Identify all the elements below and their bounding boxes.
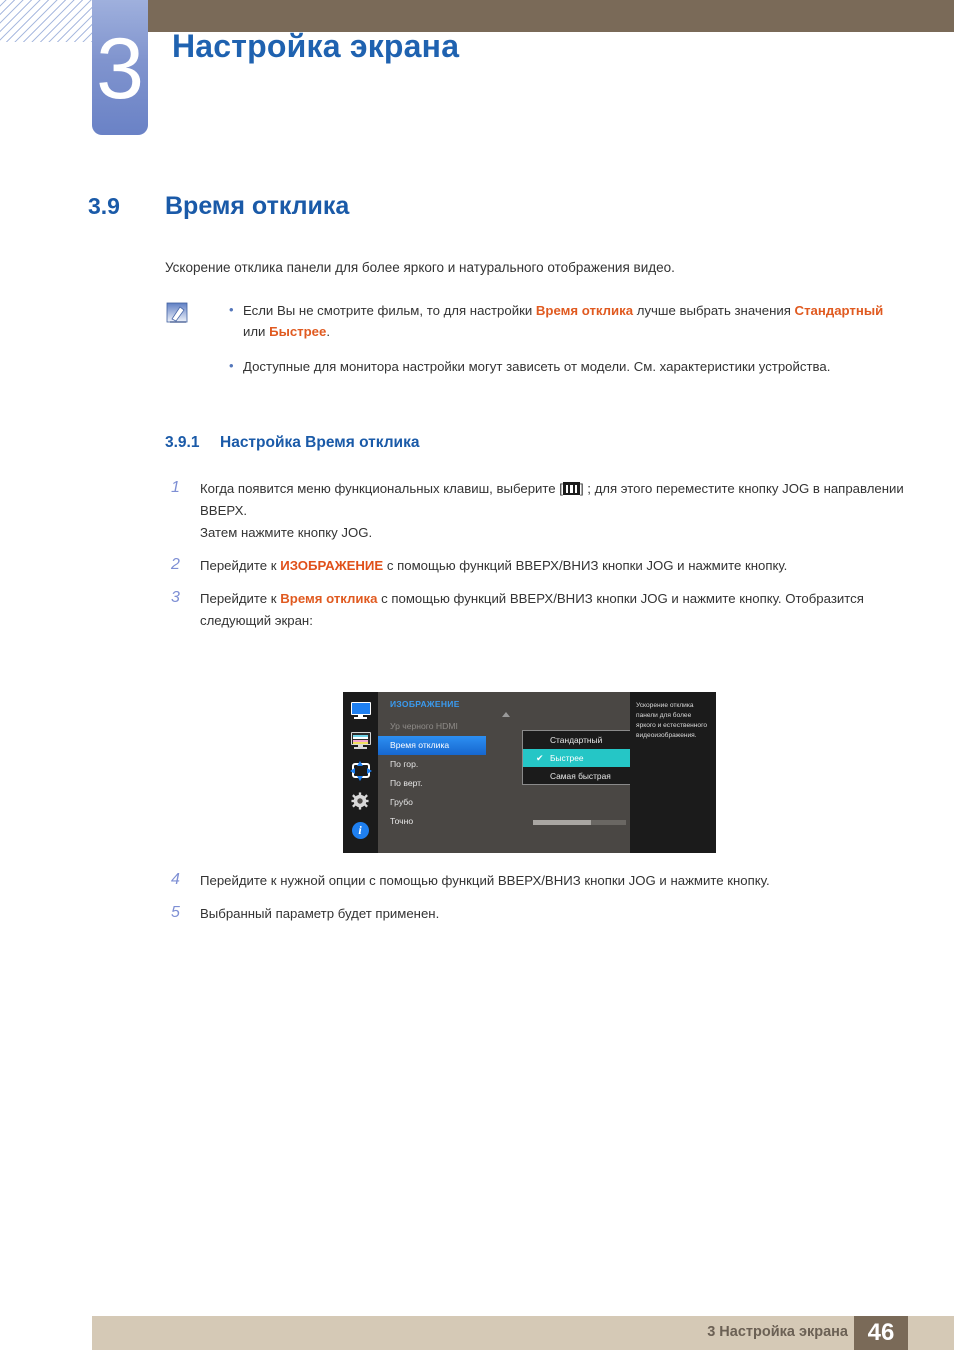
note-text-p3: или [243,324,270,339]
popup-option-label: Быстрее [550,753,584,763]
osd-icon-rail [343,692,378,853]
step-text: Перейдите к нужной опции с помощью функций ВВЕРХ/ВНИЗ кнопки JOG и нажмите кнопку. [200,873,770,888]
note-list [205,300,905,391]
step-3 [165,588,905,632]
note-highlight-1: Время отклика [535,303,634,318]
step-text-p1: Перейдите к [200,558,281,573]
section-title: Время отклика [165,192,350,220]
subsection-title: Настройка Время отклика [220,434,420,451]
step-2-highlight: ИЗОБРАЖЕНИЕ [280,558,384,573]
osd-screenshot [343,692,716,853]
osd-menu-item-hdmi-black-level[interactable]: Ур черного HDMI [390,721,458,731]
chapter-title: Настройка экрана [172,28,460,64]
step-number: 3 [171,589,180,606]
step-number: 5 [171,904,180,921]
note-text-p2: лучше выбрать значения [633,303,795,318]
step-text-p2: с помощью функций ВВЕРХ/ВНИЗ кнопки JOG и нажмите кнопку. Отобразится следующий экран: [200,591,864,628]
page-number: 46 [854,1316,908,1350]
step-text-p2: с помощью функций ВВЕРХ/ВНИЗ кнопки JOG и нажмите кнопку. [383,558,788,573]
subsection-heading [165,434,419,452]
footer-label: 3 Настройка экрана [707,1324,848,1340]
note-text-p1: Если Вы не смотрите фильм, то для настройки [243,303,536,318]
step-1 [165,478,905,544]
chapter-number: 3 [96,21,144,117]
steps-list-continued [165,870,905,936]
osd-menu-item-h-position[interactable]: По гор. [390,759,419,769]
note-pen-icon [166,302,190,324]
step-2 [165,555,905,577]
popup-option-faster[interactable] [523,749,631,767]
step-text-p1: Перейдите к [200,591,281,606]
osd-category-label: ИЗОБРАЖЕНИЕ [390,699,460,709]
note-highlight-2: Стандартный [794,303,884,318]
popup-option-standard[interactable] [523,731,631,749]
step-number: 1 [171,479,180,496]
popup-option-label: Стандартный [550,735,603,745]
subsection-number: 3.9.1 [165,434,200,451]
osd-menu-item-fine[interactable] [378,812,630,831]
step-number: 4 [171,871,180,888]
screen-adjust-icon[interactable] [350,762,372,780]
step-1-subtext: Затем нажмите кнопку JOG. [200,525,373,540]
osd-menu-item-coarse[interactable]: Грубо [390,797,413,807]
list-item: • Доступные для монитора настройки могут зависеть от модели. См. характеристики устройства. [205,356,905,377]
popup-option-label: Самая быстрая [550,771,611,781]
osd-response-time-popup [522,730,632,785]
monitor-icon[interactable] [350,702,372,720]
osd-menu-item-v-position[interactable]: По верт. [390,778,423,788]
fine-slider[interactable] [533,820,626,825]
list-item [205,300,905,342]
gear-icon[interactable] [350,792,372,810]
osd-menu-panel [378,692,630,853]
step-3-highlight: Время отклика [280,591,378,606]
steps-list [165,478,905,643]
info-icon[interactable]: i [350,822,372,840]
note-highlight-3: Быстрее [269,324,327,339]
picture-bars-icon [563,482,580,495]
osd-help-text: Ускорение отклика панели для более яркого и естественного видеоизображения. [630,692,716,853]
step-text: Выбранный параметр будет применен. [200,906,440,921]
section-number: 3.9 [88,193,120,219]
header-hatch-pattern [0,0,92,42]
check-icon: ✔ [536,753,544,763]
osd-menu-item-response-time[interactable]: Время отклика [378,736,486,755]
step-4 [165,870,905,892]
note-text-p4: . [326,324,331,339]
step-number: 2 [171,556,180,573]
step-5 [165,903,905,925]
popup-option-fastest[interactable] [523,767,631,785]
osd-menu-item-fine-label: Точно [390,816,414,826]
color-bars-icon[interactable] [350,732,372,750]
step-text-p2: ] ; для этого переместите кнопку JOG в направлении ВВЕРХ. [200,481,904,518]
step-text-p1: Когда появится меню функциональных клавиш, выберите [ [200,481,563,496]
section-intro: Ускорение отклика панели для более яркого и натурального отображения видео. [165,260,675,275]
